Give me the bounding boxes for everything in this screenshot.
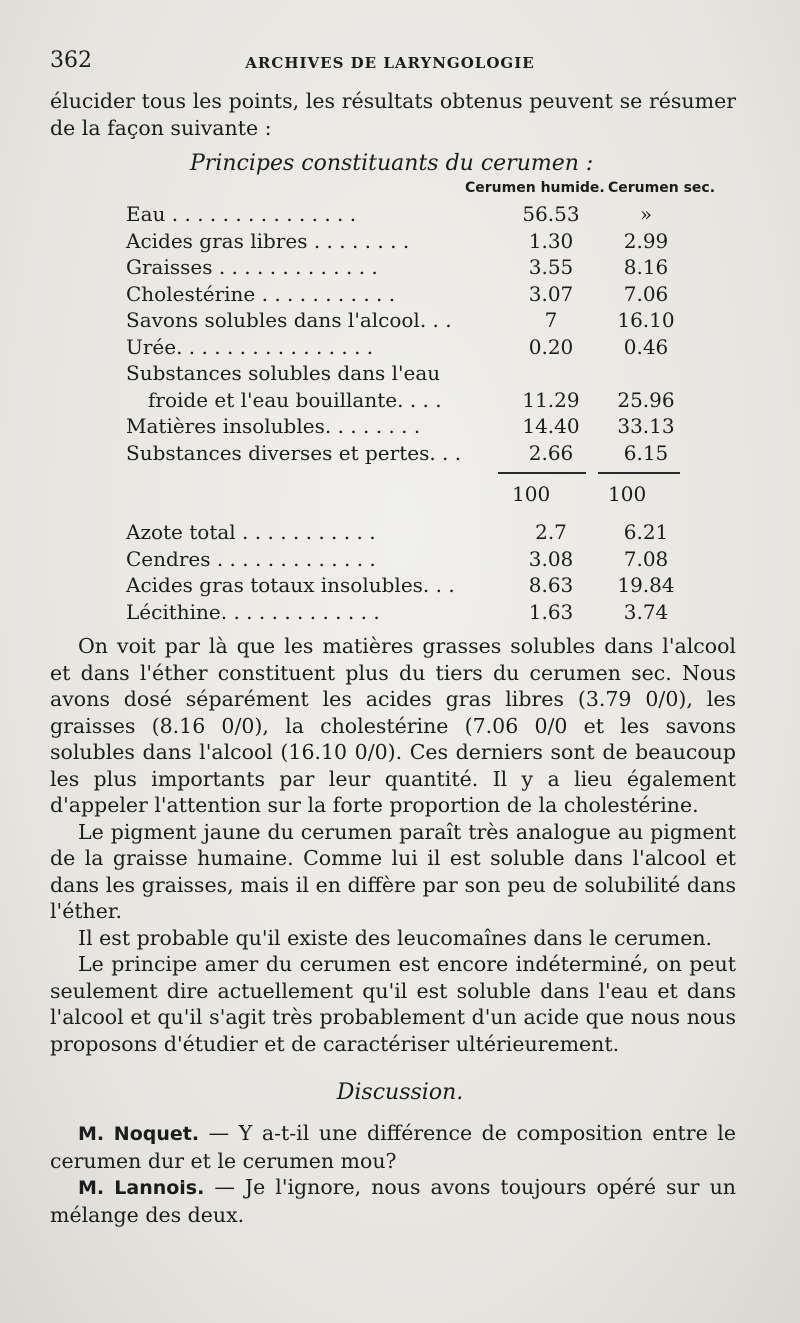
table-row — [126, 547, 716, 574]
value-humide: 56.53 — [522, 202, 580, 226]
discussion-entry — [50, 1120, 736, 1174]
value-humide: 2.66 — [528, 440, 574, 465]
table-row — [126, 229, 716, 256]
sum-rule-humide — [498, 472, 586, 474]
table-row — [126, 414, 716, 441]
value-sec: 6.15 — [623, 440, 669, 465]
page-header — [50, 48, 730, 78]
table-row — [126, 361, 716, 388]
speaker-name: M. Noquet. — [78, 1123, 200, 1145]
intro-paragraph — [50, 88, 736, 141]
value-sec: 0.46 — [623, 334, 669, 359]
value-humide: 1.30 — [528, 228, 574, 253]
paragraph: Il est probable qu'il existe des leucomaînes dans le cerumen. — [78, 925, 713, 950]
value-sec: » — [639, 202, 653, 226]
row-label: Urée. . . . . . . . . . . . . . . . — [126, 334, 374, 359]
discussion-entry — [50, 1174, 736, 1228]
value-humide: 0.20 — [528, 334, 574, 359]
value-humide: 3.55 — [528, 255, 574, 279]
value-humide: 2.7 — [535, 520, 567, 544]
table-row — [126, 573, 716, 600]
page-number: 362 — [50, 48, 92, 73]
row-label: Acides gras totaux insolubles. . . — [126, 573, 455, 597]
table-row — [126, 255, 716, 282]
table-row — [126, 388, 716, 415]
column-header-humide: Cerumen humide. — [465, 180, 605, 196]
value-humide: 3.08 — [528, 546, 574, 571]
row-label: Savons solubles dans l'alcool. . . — [126, 308, 452, 332]
discussion-title: Discussion. — [336, 1080, 464, 1105]
total-sec: 100 — [608, 482, 647, 506]
row-label: froide et l'eau bouillante. . . . — [148, 387, 442, 412]
value-sec: 3.74 — [623, 599, 669, 624]
row-label: Azote total . . . . . . . . . . . — [126, 520, 376, 544]
speaker-text: — Je l'ignore, nous avons toujours opéré sur un mélange des deux. — [50, 1175, 736, 1227]
value-humide: 3.07 — [528, 281, 574, 306]
value-sec: 16.10 — [617, 308, 675, 332]
table-row — [126, 335, 716, 362]
table-title: Principes constituants du cerumen : — [190, 151, 594, 176]
value-sec: 2.99 — [623, 228, 669, 253]
value-sec: 33.13 — [617, 414, 675, 438]
speaker-name: M. Lannois. — [78, 1177, 205, 1199]
value-humide: 14.40 — [522, 414, 580, 438]
table-row — [126, 282, 716, 309]
row-label: Graisses . . . . . . . . . . . . . — [126, 255, 378, 279]
row-label: Substances diverses et pertes. . . — [126, 440, 462, 465]
table-row — [126, 600, 716, 627]
body-text — [50, 633, 736, 1057]
value-humide: 1.63 — [528, 599, 574, 624]
paragraph: Le principe amer du cerumen est encore indéterminé, on peut seulement dire actuellement qu'il est soluble dans l'eau et dans l'alcool et qu'il s'agit très probablement d'un acide que nous nous proposons d'étudier et de caractériser ultérieurement. — [50, 952, 736, 1056]
speaker-text: — Y a-t-il une différence de composition entre le cerumen dur et le cerumen mou? — [50, 1121, 736, 1173]
row-label: Substances solubles dans l'eau — [126, 361, 441, 385]
running-head: ARCHIVES DE LARYNGOLOGIE — [245, 54, 535, 72]
column-header-sec: Cerumen sec. — [608, 180, 716, 196]
row-label: Acides gras libres . . . . . . . . — [126, 228, 410, 253]
sum-rule-sec — [598, 472, 680, 474]
value-sec: 8.16 — [623, 255, 669, 279]
discussion-section — [50, 1120, 736, 1228]
row-label: Eau . . . . . . . . . . . . . . . — [126, 202, 357, 226]
table-row — [126, 202, 716, 229]
intro-text: élucider tous les points, les résultats obtenus peuvent se résumer de la façon suivante : — [50, 89, 736, 140]
value-humide: 8.63 — [528, 573, 574, 597]
value-sec: 6.21 — [623, 520, 669, 544]
value-sec: 7.06 — [623, 281, 669, 306]
value-humide: 11.29 — [522, 387, 580, 412]
table-row — [126, 520, 716, 547]
row-label: Matières insolubles. . . . . . . . — [126, 414, 421, 438]
paragraph: Le pigment jaune du cerumen paraît très analogue au pigment de la graisse humaine. Comme lui il est soluble dans l'alcool et dans les graisses, mais il en diffère par son peu de solubilité dans l'éther. — [50, 819, 736, 923]
paragraph: On voit par là que les matières grasses solubles dans l'alcool et dans l'éther constituent plus du tiers du cerumen sec. Nous avons dosé séparément les acides gras libres (3.79 0/0), les graisses (8.16 0/0), la cholestérine (7.06 0/0 et les savons solubles dans l'alcool (16.10 0/0). Ces derniers sont de beaucoup les plus importants par leur quantité. Il y a lieu également d'appeler l'attention sur la forte proportion de la cholestérine. — [50, 634, 736, 817]
row-label: Cholestérine . . . . . . . . . . . — [126, 281, 396, 306]
row-label: Cendres . . . . . . . . . . . . . — [126, 546, 376, 571]
table-row — [126, 441, 716, 468]
table-row — [126, 308, 716, 335]
value-sec: 19.84 — [617, 573, 675, 597]
value-sec: 7.08 — [623, 546, 669, 571]
row-label: Lécithine. . . . . . . . . . . . . — [126, 599, 380, 624]
value-sec: 25.96 — [617, 387, 675, 412]
total-humide: 100 — [512, 482, 551, 506]
value-humide: 7 — [544, 308, 558, 332]
